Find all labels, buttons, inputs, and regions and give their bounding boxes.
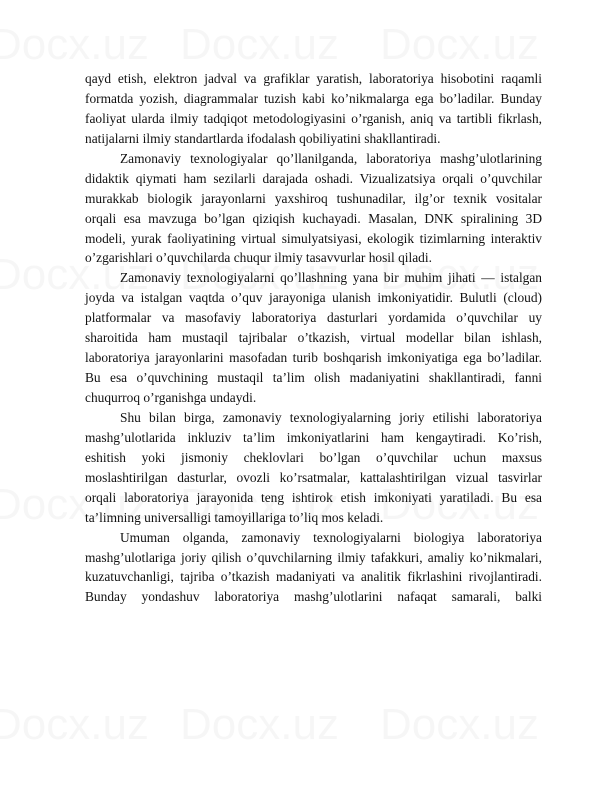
text-line: faoliyat ularda ilmiy tadqiqot metodologiyasini o’rganish, aniq va tartibli fikrlash, — [85, 110, 542, 126]
text-line: mashg’ulotlariga joriy qilish o’quvchilarning ilmiy tafakkuri, amaliy ko’nikmalari, — [85, 549, 542, 565]
text-line: natijalarni ilmiy standartlarda ifodalash qobiliyatini shakllantiradi. — [85, 130, 441, 146]
text-line: joyda va istalgan vaqtda o’quv jarayoniga ulanish imkoniyatidir. Bulutli (cloud) — [85, 290, 542, 306]
paragraph — [85, 528, 542, 608]
paragraph — [85, 408, 542, 528]
text-line: chuqurroq o’rganishga undaydi. — [85, 390, 257, 405]
text-line: o’zgarishlari o’quvchilarda chuqur ilmiy tasavvurlar hosil qiladi. — [85, 250, 432, 266]
document-page — [85, 69, 542, 607]
paragraph — [85, 149, 542, 269]
text-line: ta’limning universalligi tamoyillariga to’liq mos keladi. — [85, 509, 384, 525]
text-line: mashg’ulotlarida inkluziv ta’lim imkoniyatlarini ham kengaytiradi. Ko’rish, — [85, 429, 542, 445]
text-line: orqali laboratoriya jarayonida teng ishtirok etish imkoniyati yaratiladi. Bu esa — [85, 489, 542, 505]
text-line: Shu bilan birga, zamonaviy texnologiyalarning joriy etilishi laboratoriya — [120, 409, 542, 425]
text-line: qayd etish, elektron jadval va grafiklar yaratish, laboratoriya hisobotini raqamli — [85, 71, 542, 86]
text-line: murakkab biologik jarayonlarni yaxshiroq tushunadilar, ilg’or texnik vositalar — [85, 190, 542, 206]
text-line: Bunday yondashuv laboratoriya mashg’ulotlarini nafaqat samarali, balki — [85, 589, 542, 605]
watermark-text — [180, 20, 339, 70]
watermark-text — [0, 20, 149, 70]
text-line: eshitish yoki jismoniy cheklovlari bo’lgan o’quvchilar uchun maxsus — [85, 449, 542, 465]
paragraph — [85, 69, 542, 149]
text-line: Zamonaviy texnologiyalarni qo’llashning yana bir muhim jihati — istalgan — [120, 270, 542, 286]
text-line: kuzatuvchanligi, tajriba o’tkazish madaniyati va analitik fikrlashini rivojlantiradi. — [85, 569, 542, 585]
text-line: formatda yozish, diagrammalar tuzish kabi ko’nikmalarga ega bo’ladilar. Bunday — [85, 90, 542, 106]
text-line: sharoitida ham mustaqil tajribalar o’tkazish, virtual modellar bilan ishlash, — [85, 330, 542, 346]
text-line: moslashtirilgan dasturlar, ovozli ko’rsatmalar, kattalashtirilgan vizual tasvirlar — [85, 469, 542, 485]
watermark-text — [0, 700, 149, 750]
text-line: platformalar va masofaviy laboratoriya dasturlari yordamida o’quvchilar uy — [85, 310, 542, 326]
watermark-text — [380, 20, 539, 70]
text-line: Zamonaviy texnologiyalar qo’llanilganda, laboratoriya mashg’ulotlarining — [120, 150, 542, 166]
watermark-text — [180, 700, 339, 750]
text-line: laboratoriya jarayonlarini masofadan turib boshqarish imkoniyatiga ega bo’ladilar. — [85, 350, 542, 366]
text-line: didaktik qiymati ham sezilarli darajada oshadi. Vizualizatsiya orqali o’quvchilar — [85, 170, 542, 186]
watermark-text — [380, 700, 539, 750]
text-line: Bu esa o’quvchining mustaqil ta’lim olish madaniyatini shakllantiradi, fanni — [85, 370, 542, 386]
text-line: orqali esa mavzuga bo’lgan qiziqish kuchayadi. Masalan, DNK spiralining 3D — [85, 210, 542, 226]
paragraph — [85, 268, 542, 408]
text-line: Umuman olganda, zamonaviy texnologiyalarni biologiya laboratoriya — [120, 529, 542, 545]
text-line: modeli, yurak faoliyatining virtual simulyatsiyasi, ekologik tizimlarning interaktiv — [85, 230, 542, 246]
